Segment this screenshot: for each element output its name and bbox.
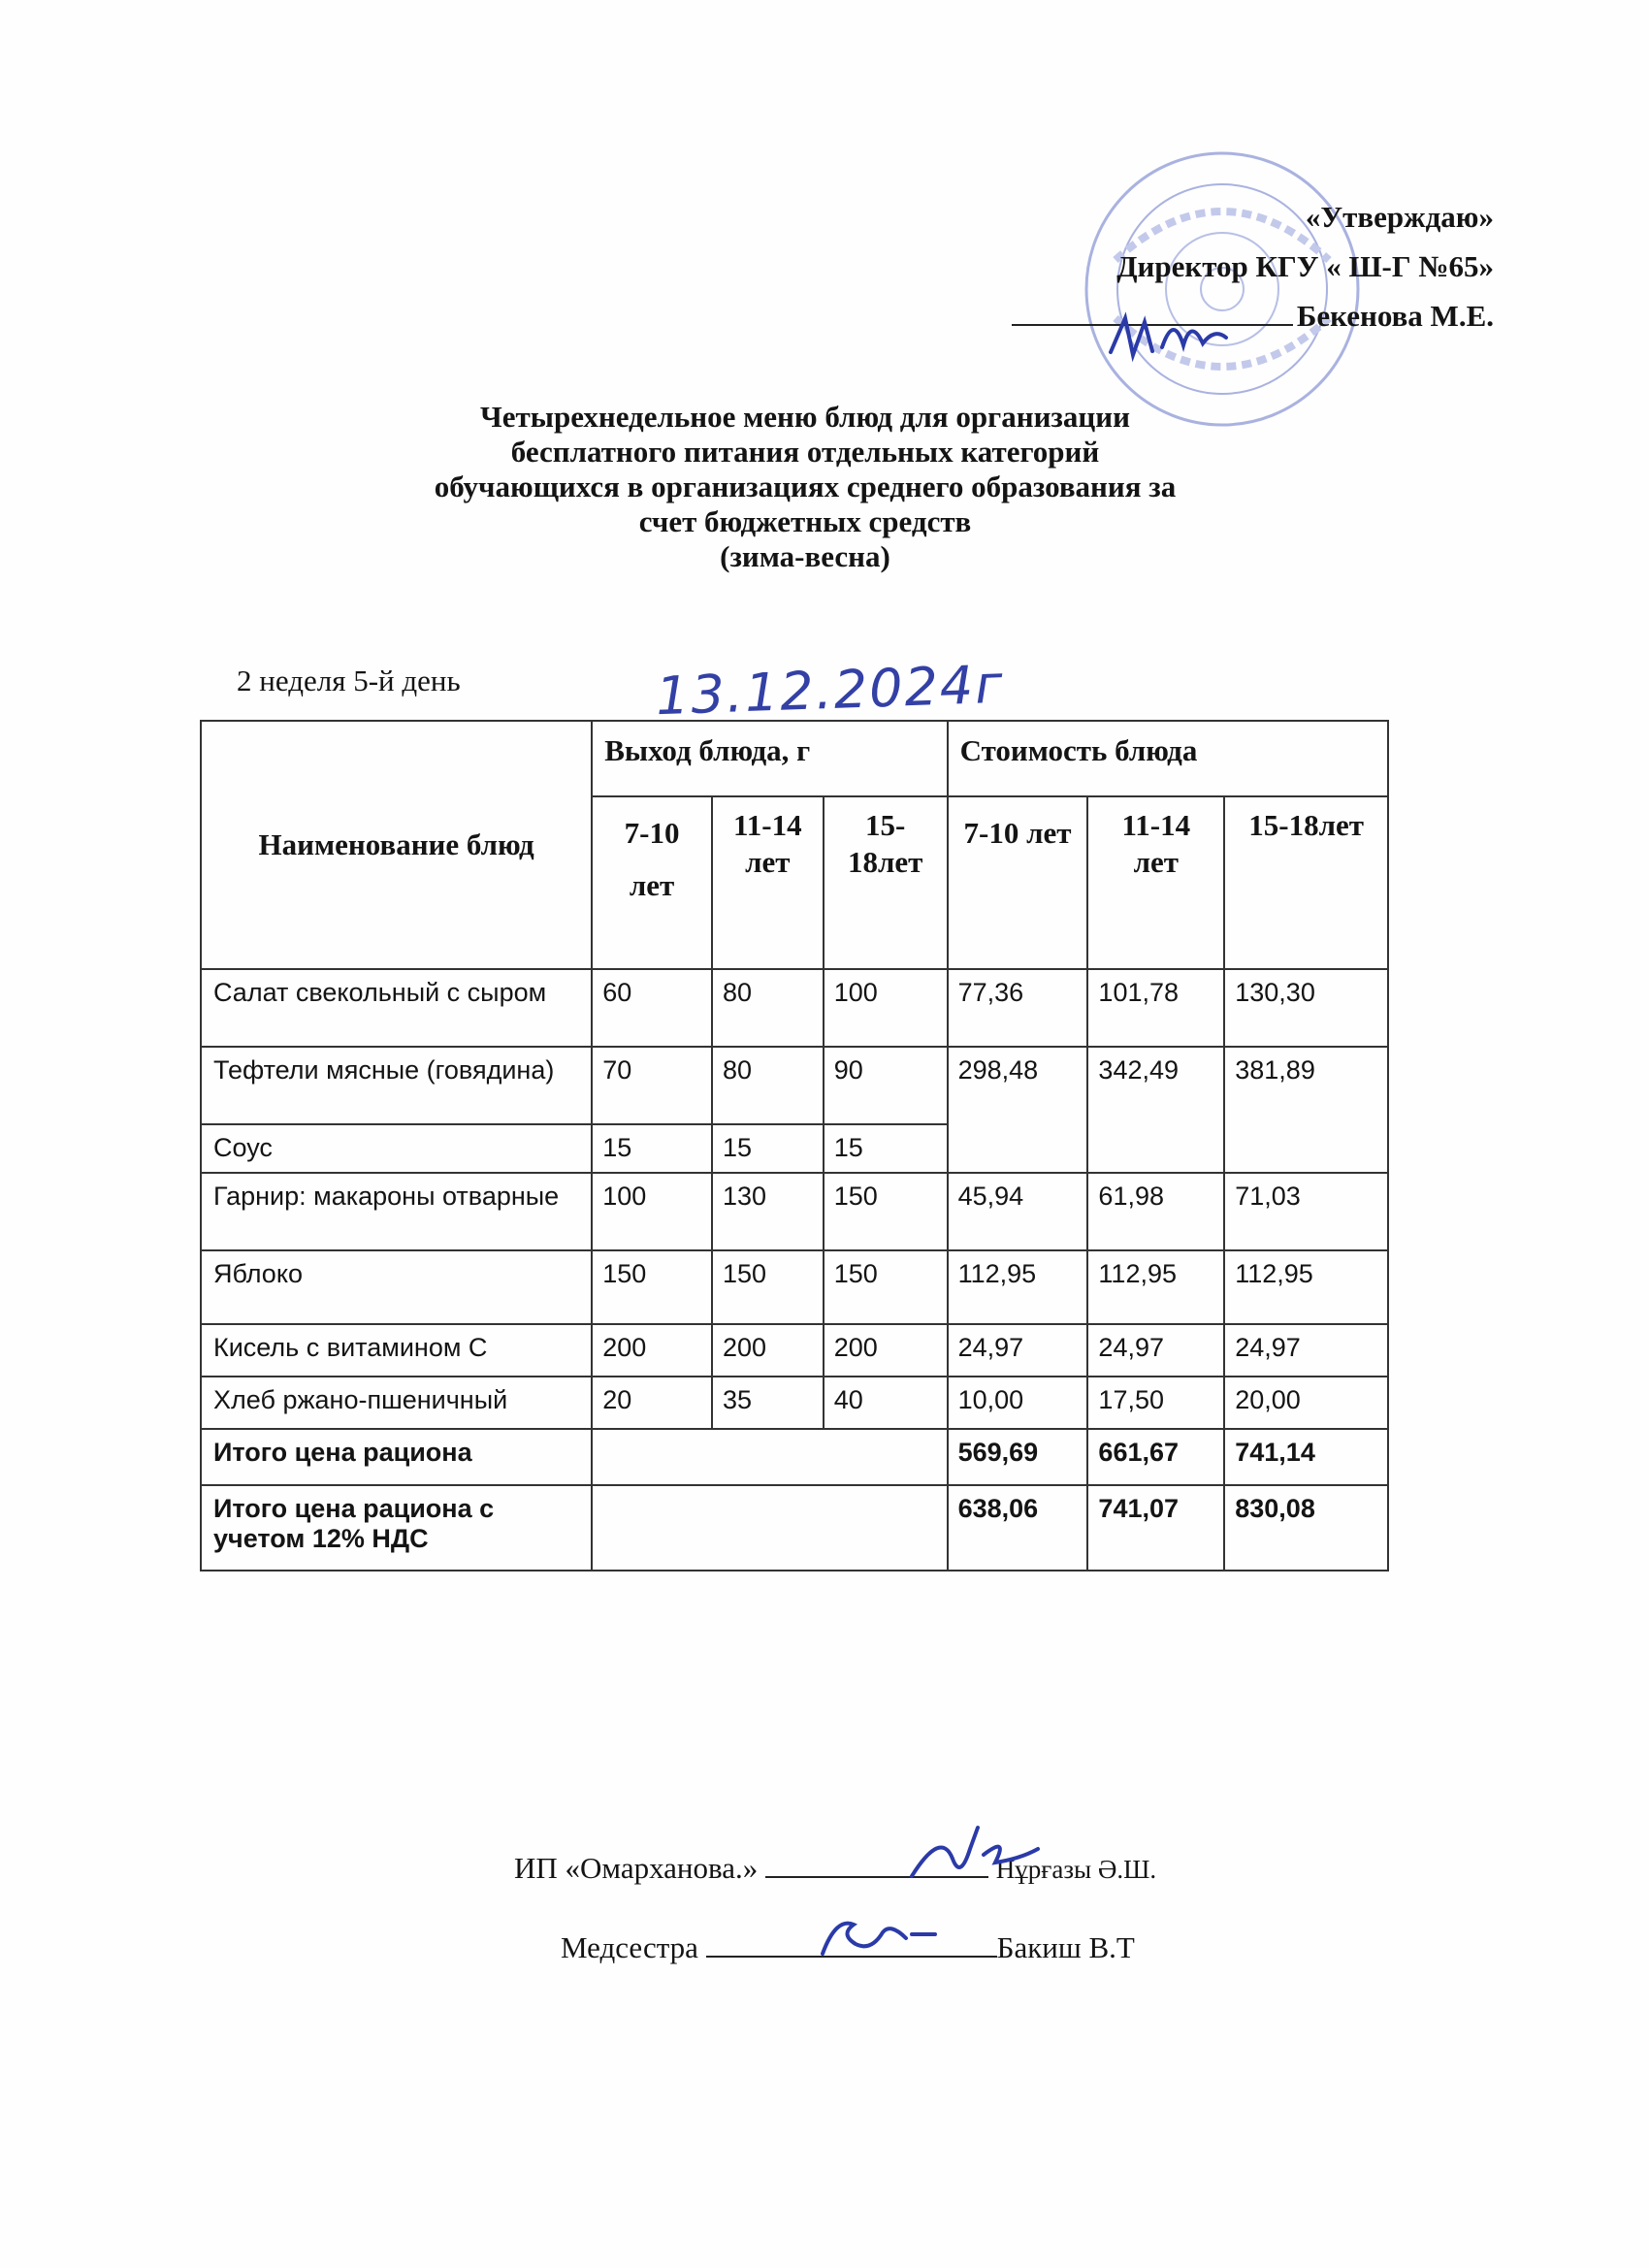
supplier-signature	[902, 1820, 1048, 1888]
yield-value: 150	[592, 1250, 712, 1324]
cost-value: 77,36	[948, 969, 1088, 1047]
yield-value: 200	[592, 1324, 712, 1377]
yield-value: 100	[592, 1173, 712, 1250]
dish-name: Соус	[201, 1124, 592, 1173]
header-age: 7-10 лет	[592, 796, 712, 969]
yield-value: 70	[592, 1047, 712, 1124]
title-line: Четырехнедельное меню блюд для организации	[480, 400, 1130, 434]
yield-value: 90	[824, 1047, 948, 1124]
header-yield: Выход блюда, г	[592, 721, 947, 796]
total-vat-row	[201, 1485, 1388, 1571]
supplier-signature-block	[514, 1851, 1156, 1886]
total-cost: 741,14	[1224, 1429, 1388, 1485]
cost-value: 130,30	[1224, 969, 1388, 1047]
cost-value: 71,03	[1224, 1173, 1388, 1250]
yield-value: 15	[712, 1124, 824, 1173]
table-row	[201, 1250, 1388, 1324]
total-vat-cost: 638,06	[948, 1485, 1088, 1571]
cost-value: 17,50	[1087, 1377, 1224, 1429]
total-cost: 661,67	[1087, 1429, 1224, 1485]
table-row	[201, 1324, 1388, 1377]
table-row	[201, 1047, 1388, 1124]
total-vat-cost: 830,08	[1224, 1485, 1388, 1571]
cost-value: 112,95	[1087, 1250, 1224, 1324]
total-empty-cell	[592, 1429, 947, 1485]
yield-value: 130	[712, 1173, 824, 1250]
dish-name: Кисель с витамином С	[201, 1324, 592, 1377]
title-season: (зима-весна)	[720, 539, 890, 573]
header-age: 15-18лет	[824, 796, 948, 969]
yield-value: 20	[592, 1377, 712, 1429]
cost-value: 112,95	[1224, 1250, 1388, 1324]
cost-value: 112,95	[948, 1250, 1088, 1324]
cost-value: 20,00	[1224, 1377, 1388, 1429]
menu-day-label: 2 неделя 5-й день	[237, 664, 461, 697]
yield-value: 35	[712, 1377, 824, 1429]
nurse-name: Бакиш В.Т	[996, 1930, 1135, 1964]
yield-value: 80	[712, 1047, 824, 1124]
document-title	[310, 400, 1300, 574]
cost-value: 24,97	[948, 1324, 1088, 1377]
title-line: счет бюджетных средств	[638, 504, 972, 538]
dish-name: Гарнир: макароны отварные	[201, 1173, 592, 1250]
yield-value: 15	[592, 1124, 712, 1173]
cost-value: 342,49	[1087, 1047, 1224, 1173]
nurse-signature	[817, 1905, 943, 1963]
director-name: Бекенова М.Е.	[1296, 299, 1494, 333]
cost-value: 61,98	[1087, 1173, 1224, 1250]
approval-block	[1012, 192, 1494, 340]
handwritten-date: 13.12.2024г	[655, 653, 1006, 728]
header-age: 11-14 лет	[1087, 796, 1224, 969]
supplier-label: ИП «Омарханова.»	[514, 1851, 759, 1885]
yield-value: 40	[824, 1377, 948, 1429]
dish-name: Тефтели мясные (говядина)	[201, 1047, 592, 1124]
table-header-row	[201, 721, 1388, 796]
table-row	[201, 969, 1388, 1047]
table-row	[201, 1377, 1388, 1429]
dish-name: Салат свекольный с сыром	[201, 969, 592, 1047]
total-label: Итого цена рациона	[201, 1429, 592, 1485]
header-age: 11-14 лет	[712, 796, 824, 969]
approval-heading: «Утверждаю»	[1305, 200, 1494, 234]
yield-value: 150	[712, 1250, 824, 1324]
header-age: 15-18лет	[1224, 796, 1388, 969]
total-vat-label: Итого цена рациона с учетом 12% НДС	[201, 1485, 592, 1571]
yield-value: 60	[592, 969, 712, 1047]
yield-value: 150	[824, 1250, 948, 1324]
yield-value: 150	[824, 1173, 948, 1250]
title-line: бесплатного питания отдельных категорий	[510, 435, 1100, 469]
yield-value: 200	[712, 1324, 824, 1377]
menu-table	[200, 720, 1389, 1571]
title-line: обучающихся в организациях среднего образования за	[434, 470, 1177, 503]
yield-value: 200	[824, 1324, 948, 1377]
header-age: 7-10 лет	[948, 796, 1088, 969]
header-dish-name: Наименование блюд	[201, 721, 592, 969]
cost-value: 24,97	[1087, 1324, 1224, 1377]
cost-value: 381,89	[1224, 1047, 1388, 1173]
total-vat-empty-cell	[592, 1485, 947, 1571]
cost-value: 45,94	[948, 1173, 1088, 1250]
approval-signatory	[1012, 291, 1494, 340]
approval-position: Директор КГУ « Ш-Г №65»	[1116, 249, 1494, 283]
cost-value: 101,78	[1087, 969, 1224, 1047]
yield-value: 15	[824, 1124, 948, 1173]
supplier-name: Нұрғазы Ә.Ш.	[995, 1855, 1157, 1884]
total-row	[201, 1429, 1388, 1485]
yield-value: 100	[824, 969, 948, 1047]
table-row	[201, 1173, 1388, 1250]
dish-name: Хлеб ржано-пшеничный	[201, 1377, 592, 1429]
cost-value: 10,00	[948, 1377, 1088, 1429]
cost-value: 24,97	[1224, 1324, 1388, 1377]
dish-name: Яблоко	[201, 1250, 592, 1324]
total-cost: 569,69	[948, 1429, 1088, 1485]
nurse-label: Медсестра	[561, 1930, 698, 1964]
header-cost: Стоимость блюда	[948, 721, 1388, 796]
director-signature	[1106, 308, 1232, 367]
total-vat-cost: 741,07	[1087, 1485, 1224, 1571]
yield-value: 80	[712, 969, 824, 1047]
cost-value: 298,48	[948, 1047, 1088, 1173]
